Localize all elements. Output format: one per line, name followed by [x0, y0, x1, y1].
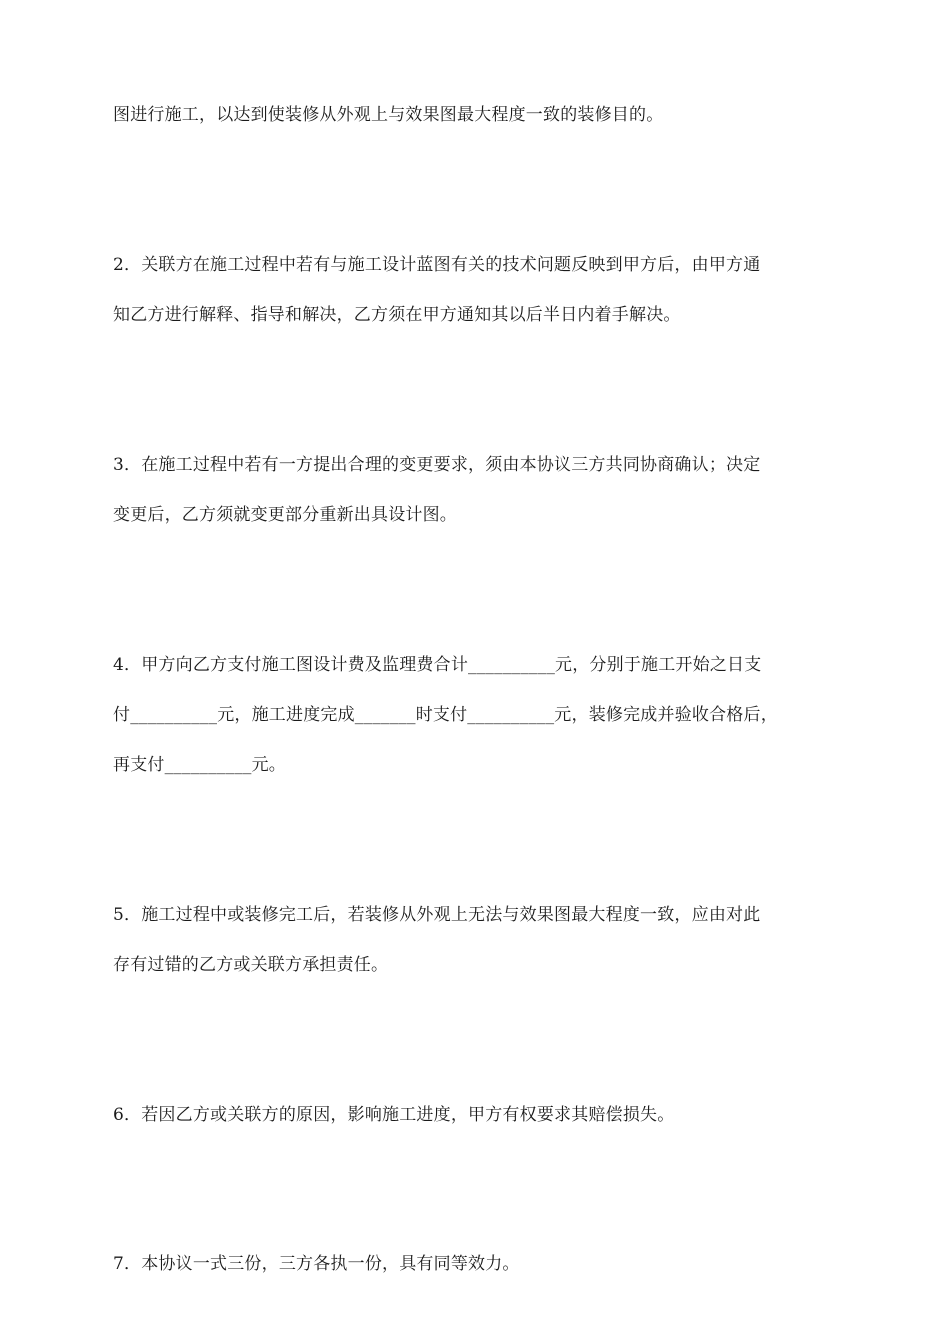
clause-1-continuation-line: 图进行施工，以达到使装修从外观上与效果图最大程度一致的装修目的。 — [113, 105, 664, 125]
clause-3-line-2: 变更后，乙方须就变更部分重新出具设计图。 — [113, 505, 457, 525]
clause-5-line-2: 存有过错的乙方或关联方承担责任。 — [113, 955, 389, 975]
clause-5-line-1: 5．施工过程中或装修完工后，若装修从外观上无法与效果图最大程度一致，应由对此 — [113, 905, 761, 925]
clause-6-line-1: 6．若因乙方或关联方的原因，影响施工进度，甲方有权要求其赔偿损失。 — [113, 1105, 675, 1125]
clause-7-line-1: 7．本协议一式三份，三方各执一份，具有同等效力。 — [113, 1254, 520, 1274]
clause-2-line-2: 知乙方进行解释、指导和解决，乙方须在甲方通知其以后半日内着手解决。 — [113, 305, 681, 325]
clause-4-line-2: 付__________元，施工进度完成_______时支付__________元，装修完成并验收合格后， — [113, 705, 778, 725]
clause-3-line-1: 3．在施工过程中若有一方提出合理的变更要求，须由本协议三方共同协商确认；决定 — [113, 455, 761, 475]
clause-2-line-1: 2．关联方在施工过程中若有与施工设计蓝图有关的技术问题反映到甲方后，由甲方通 — [113, 255, 761, 275]
clause-4-line-1: 4．甲方向乙方支付施工图设计费及监理费合计__________元，分别于施工开始之日支 — [113, 655, 762, 675]
clause-4-line-3: 再支付__________元。 — [113, 755, 286, 775]
